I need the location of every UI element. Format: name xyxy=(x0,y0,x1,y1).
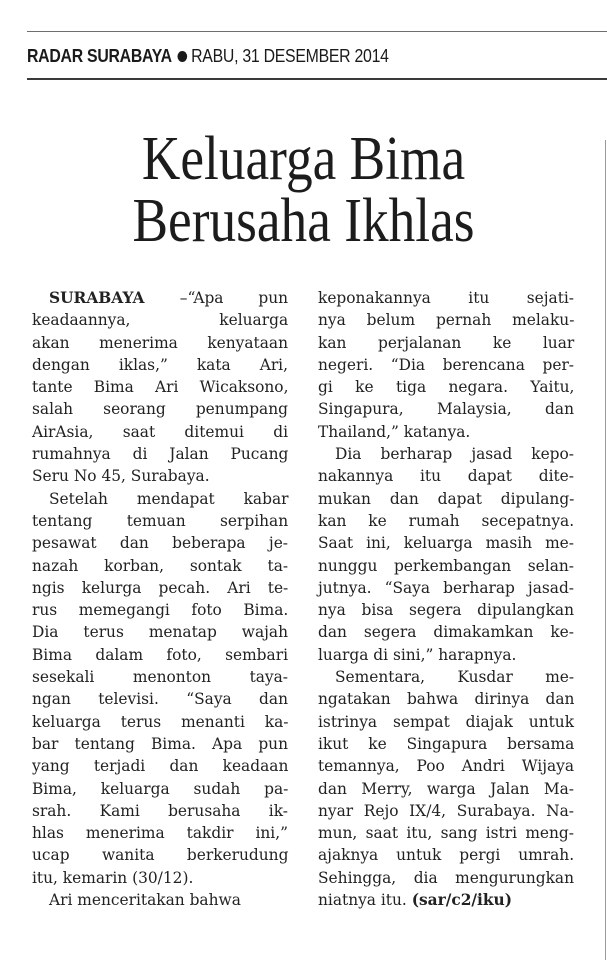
article-text-line: istrinya sempat diajak untuk xyxy=(318,712,575,731)
right-edge-border xyxy=(605,140,606,960)
page-header xyxy=(27,46,389,67)
article-text-line: salah seorang penumpang xyxy=(32,400,288,419)
article-text-line: ngatakan bahwa dirinya dan xyxy=(318,690,575,709)
article-text-line: Ari menceritakan bahwa xyxy=(49,891,241,910)
article-text-line: dan segera dimakamkan ke- xyxy=(318,623,574,642)
article-text-line: itu, kemarin (30/12). xyxy=(32,868,194,887)
article-text-line: mun, saat itu, sang istri meng- xyxy=(318,824,574,843)
article-text-line: Bima dalam foto, sembari xyxy=(32,645,288,664)
article-text-line: Seru No 45, Surabaya. xyxy=(32,467,210,486)
bullet-icon xyxy=(177,51,187,62)
article-text-line: hlas menerima takdir ini,” xyxy=(32,824,288,843)
article-text-line: ucap wanita berkerudung xyxy=(32,846,289,865)
article-text-line: Dia berharap jasad kepo- xyxy=(335,445,574,464)
article-text-line: Dia terus menatap wajah xyxy=(32,623,288,642)
article-text-line: luarga di sini,” harapnya. xyxy=(318,645,517,664)
dateline: SURABAYA xyxy=(49,289,180,307)
author-credit: (sar/c2/iku) xyxy=(411,891,513,910)
article-text-line: sesekali menonton taya- xyxy=(32,668,288,687)
article-text-line: tentang temuan serpihan xyxy=(32,511,289,530)
article-text-line: ajaknya untuk pergi umrah. xyxy=(318,846,575,865)
article-text-line: Saat ini, keluarga masih me- xyxy=(318,534,574,553)
article-text-line: keponakannya itu sejati- xyxy=(318,289,574,307)
article-text-line: ngan televisi. “Saya dan xyxy=(32,690,288,709)
article-text-line: jutnya. “Saya berharap jasad- xyxy=(318,578,574,597)
article-text-line: ikut ke Singapura bersama xyxy=(318,734,575,753)
article-text-line: nazah korban, sontak ta- xyxy=(32,556,289,575)
article-text-line: Bima, keluarga sudah pa- xyxy=(32,779,289,798)
newspaper-name: RADAR SURABAYA xyxy=(27,46,172,66)
article-text-line: nunggu perkembangan selan- xyxy=(318,556,574,575)
article-text-line: tante Bima Ari Wicaksono, xyxy=(32,378,289,397)
article-text-line: nya belum pernah melaku- xyxy=(318,311,575,330)
article-text-line: rus memegangi foto Bima. xyxy=(32,601,289,620)
article-column-right xyxy=(318,287,574,911)
publication-date: RABU, 31 DESEMBER 2014 xyxy=(191,46,389,66)
article-text-line: rumahnya di Jalan Pucang xyxy=(32,445,289,464)
article-text-line: pesawat dan beberapa je- xyxy=(32,534,288,553)
article-text-line: temannya, Poo Andri Wijaya xyxy=(318,757,575,776)
article-column-left xyxy=(32,287,288,911)
article-text-line: kan perjalanan ke luar xyxy=(318,333,575,352)
header-rule-bottom xyxy=(27,78,607,80)
article-text-line: keadaannya, keluarga xyxy=(32,311,289,330)
article-text-line: Sementara, Kusdar me- xyxy=(335,668,575,687)
article-text-line: akan menerima kenyataan xyxy=(32,333,288,352)
article-text-line: ngis kelurga pecah. Ari te- xyxy=(32,578,289,597)
headline-line-1: Keluarga Bima xyxy=(141,125,466,193)
article-text-line: yang terjadi dan keadaan xyxy=(32,757,289,776)
article-text-line: Sehingga, dia mengurungkan xyxy=(318,868,574,887)
article-text-line: Singapura, Malaysia, dan xyxy=(318,400,574,419)
article-text-line: Thailand,” katanya. xyxy=(318,422,471,441)
article-text-line: dengan iklas,” kata Ari, xyxy=(32,355,288,374)
article-text-line: mukan dan dapat dipulang- xyxy=(318,489,575,508)
article-text-line: gi ke tiga negara. Yaitu, xyxy=(318,378,575,397)
article-text-line: dan Merry, warga Jalan Ma- xyxy=(318,779,574,798)
article-text-line: AirAsia, saat ditemui di xyxy=(32,422,288,441)
article-text-line: kan ke rumah secepatnya. xyxy=(318,511,575,530)
article-text-line: srah. Kami berusaha ik- xyxy=(32,801,288,820)
header-rule-top xyxy=(27,31,607,32)
article-text-line: niatnya itu. (sar/c2/iku) xyxy=(318,891,513,910)
article-text-line: nyar Rejo IX/4, Surabaya. Na- xyxy=(318,801,574,820)
article-text-line: nakannya itu dapat dite- xyxy=(318,467,574,486)
headline-line-2: Berusaha Ikhlas xyxy=(132,187,475,255)
article-text-line: bar tentang Bima. Apa pun xyxy=(32,734,288,753)
article-headline xyxy=(42,125,564,255)
article-text-line: nya bisa segera dipulangkan xyxy=(318,601,574,620)
article-text-line: Setelah mendapat kabar xyxy=(49,489,289,508)
article-text-line: negeri. “Dia berencana per- xyxy=(318,355,574,374)
article-text-line: SURABAYA –“Apa pun xyxy=(49,289,289,307)
article-text-line: keluarga terus menanti ka- xyxy=(32,712,289,731)
